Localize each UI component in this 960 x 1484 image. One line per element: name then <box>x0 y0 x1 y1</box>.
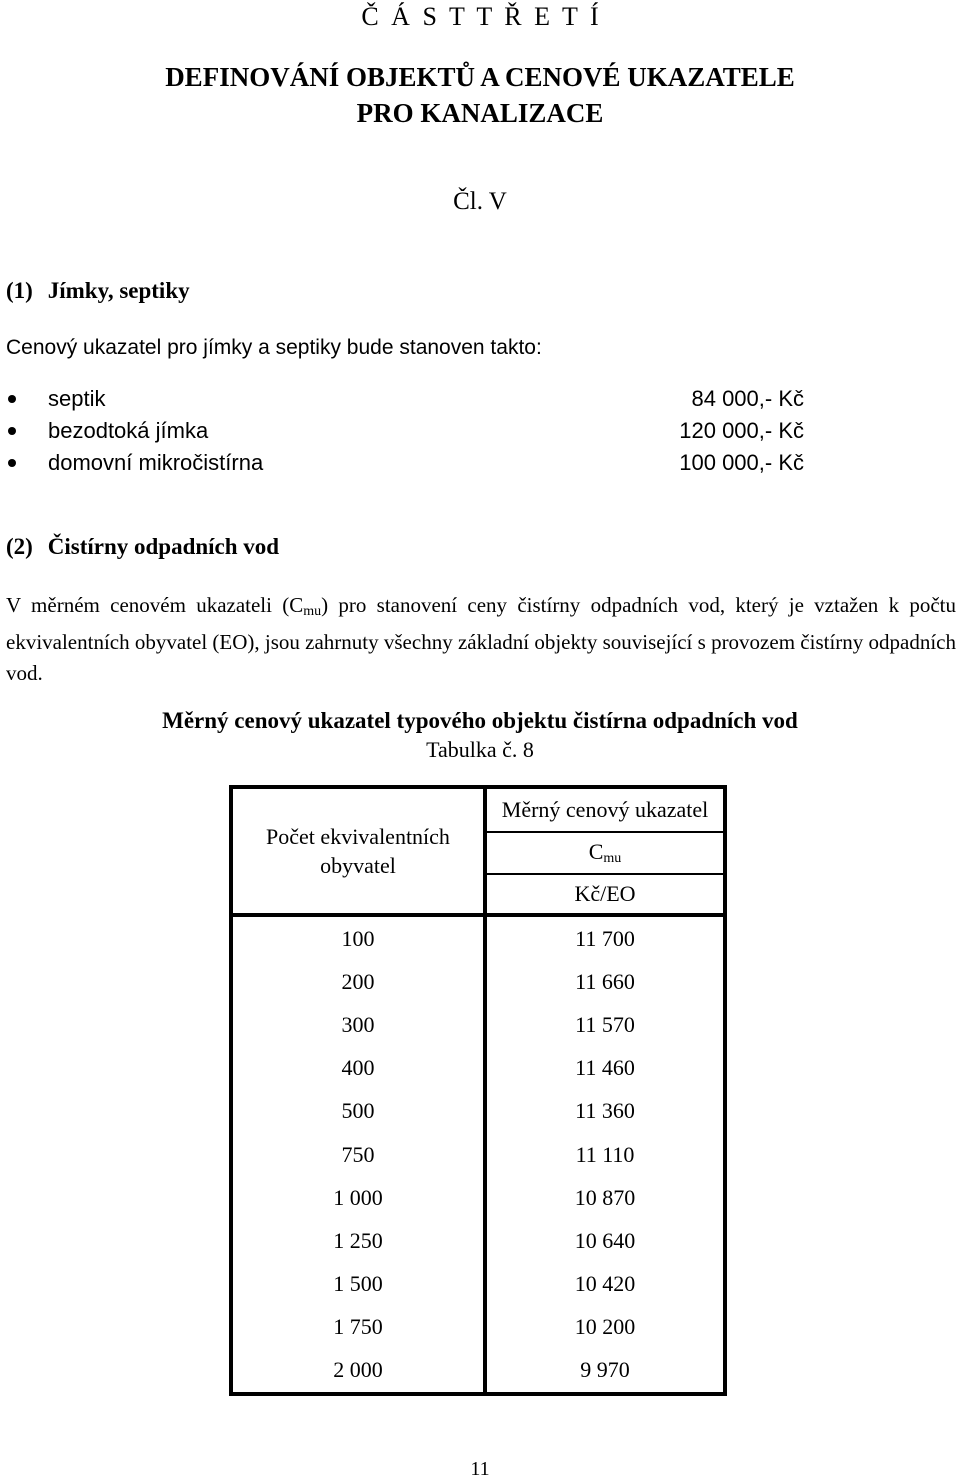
item-price: 84 000,- Kč <box>691 386 804 411</box>
cell-eo: 2 000 <box>231 1349 485 1394</box>
section2-title: Čistírny odpadních vod <box>47 534 280 559</box>
cell-value: 11 460 <box>575 1055 635 1081</box>
bullet-icon <box>8 395 16 403</box>
article-heading: Čl. V <box>453 188 507 215</box>
cell-value: 11 700 <box>575 925 635 951</box>
cell-value: 10 200 <box>574 1314 636 1340</box>
item-label: septik <box>48 386 106 411</box>
cell-eo: 1 750 <box>231 1306 485 1349</box>
table-row <box>231 1133 725 1176</box>
cell-value: 11 110 <box>575 1141 635 1167</box>
table-row <box>231 1306 725 1349</box>
item-price: 100 000,- Kč <box>679 450 804 475</box>
list-item <box>0 450 830 480</box>
table-number: Tabulka č. 8 <box>426 737 534 762</box>
table-row <box>231 1349 725 1394</box>
list-item <box>0 386 830 416</box>
cell-eo: 1 000 <box>231 1176 485 1219</box>
bullet-icon <box>8 427 16 435</box>
table-row <box>231 1003 725 1046</box>
part-title: Č Á S T T Ř E T Í <box>361 2 599 31</box>
cell-value: 11 570 <box>575 1011 635 1037</box>
table-row <box>231 1176 725 1219</box>
table-row <box>231 1263 725 1306</box>
item-label: bezodtoká jímka <box>48 418 209 443</box>
table-row <box>231 1047 725 1090</box>
column-header-unit: Kč/EO <box>485 874 725 915</box>
list-item <box>0 418 830 448</box>
document-title-line2: PRO KANALIZACE <box>356 98 604 128</box>
section1-heading <box>6 278 190 304</box>
table-row <box>231 960 725 1003</box>
item-price: 120 000,- Kč <box>679 418 804 443</box>
page-number: 11 <box>470 1458 490 1480</box>
document-title-line1: DEFINOVÁNÍ OBJEKTŮ A CENOVÉ UKAZATELE <box>165 62 795 92</box>
cell-eo: 750 <box>231 1133 485 1176</box>
table-row <box>231 915 725 960</box>
cell-value: 10 420 <box>574 1271 636 1297</box>
column-header-symbol: $C_{mu}$ <box>485 832 725 874</box>
section2-heading <box>6 534 279 560</box>
cell-value: 10 870 <box>574 1184 636 1210</box>
cell-value: 11 660 <box>575 968 635 994</box>
column-header-indicator: Měrný cenový ukazatel <box>485 787 725 832</box>
table-title: Měrný cenový ukazatel typového objektu čistírna odpadních vod <box>162 708 798 733</box>
cell-value: 10 640 <box>574 1227 636 1253</box>
cell-eo: 100 <box>231 915 485 960</box>
table-row <box>231 1219 725 1262</box>
cell-eo: 1 250 <box>231 1219 485 1262</box>
cell-eo: 200 <box>231 960 485 1003</box>
section1-number: (1) <box>6 278 33 303</box>
cell-value: 11 360 <box>575 1098 635 1124</box>
cell-eo: 500 <box>231 1090 485 1133</box>
cell-eo: 1 500 <box>231 1263 485 1306</box>
section2-paragraph: V měrném cenovém ukazateli $(C_{mu})$ pro stanovení ceny čistírny odpadních vod, který je vztažen k počtu ekvivalentních obyvatel (EO), jsou zahrnuty všechny základní objekty související s provozem čistírny odpadních vod. <box>6 593 957 685</box>
cell-eo: 300 <box>231 1003 485 1046</box>
cell-value: 9 970 <box>580 1357 630 1383</box>
item-label: domovní mikročistírna <box>48 450 264 475</box>
section1-intro: Cenový ukazatel pro jímky a septiky bude stanoven takto: <box>6 336 542 359</box>
cell-eo: 400 <box>231 1047 485 1090</box>
column-header-eo: Počet ekvivalentních obyvatel <box>231 787 485 915</box>
price-table <box>229 785 727 1396</box>
table-row <box>231 1090 725 1133</box>
section1-title: Jímky, septiky <box>47 278 190 303</box>
section2-number: (2) <box>6 534 33 559</box>
bullet-icon <box>8 459 16 467</box>
